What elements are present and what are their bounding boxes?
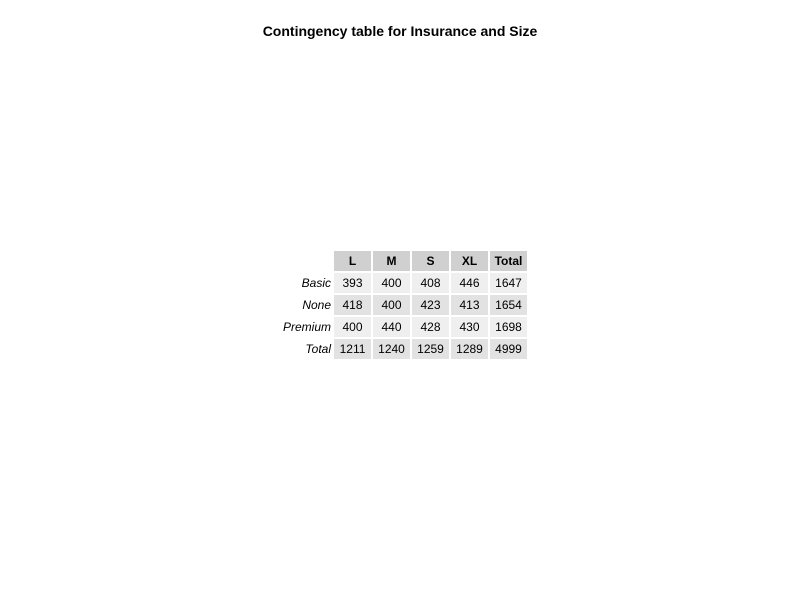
contingency-table: [270, 249, 529, 361]
column-header-l: L: [334, 251, 371, 271]
cell-none-l: 418: [334, 295, 371, 315]
cell-premium-s: 428: [412, 317, 449, 337]
cell-premium-xl: 430: [451, 317, 488, 337]
cell-none-xl: 413: [451, 295, 488, 315]
column-header-s: S: [412, 251, 449, 271]
cell-basic-xl: 446: [451, 273, 488, 293]
chart-title: Contingency table for Insurance and Size: [262, 23, 538, 39]
cell-premium-total: 1698: [490, 317, 527, 337]
table-row-total: [272, 339, 527, 359]
cell-total-total: 4999: [490, 339, 527, 359]
cell-basic-l: 393: [334, 273, 371, 293]
cell-basic-total: 1647: [490, 273, 527, 293]
cell-premium-m: 440: [373, 317, 410, 337]
cell-total-l: 1211: [334, 339, 371, 359]
column-header-xl: XL: [451, 251, 488, 271]
column-header-total: Total: [490, 251, 527, 271]
cell-basic-s: 408: [412, 273, 449, 293]
cell-total-xl: 1289: [451, 339, 488, 359]
cell-premium-l: 400: [334, 317, 371, 337]
table-row-none: [272, 295, 527, 315]
row-header-basic: Basic: [301, 276, 331, 290]
table-row-premium: [272, 317, 527, 337]
cell-total-s: 1259: [412, 339, 449, 359]
cell-none-m: 400: [373, 295, 410, 315]
table-header-row: [272, 251, 527, 271]
row-header-total: Total: [305, 342, 331, 356]
cell-none-total: 1654: [490, 295, 527, 315]
contingency-table-container: [270, 249, 529, 361]
table-row-basic: [272, 273, 527, 293]
cell-total-m: 1240: [373, 339, 410, 359]
row-header-none: None: [302, 298, 331, 312]
cell-basic-m: 400: [373, 273, 410, 293]
column-header-m: M: [373, 251, 410, 271]
row-header-premium: Premium: [282, 320, 331, 334]
table-corner: [272, 251, 332, 271]
cell-none-s: 423: [412, 295, 449, 315]
